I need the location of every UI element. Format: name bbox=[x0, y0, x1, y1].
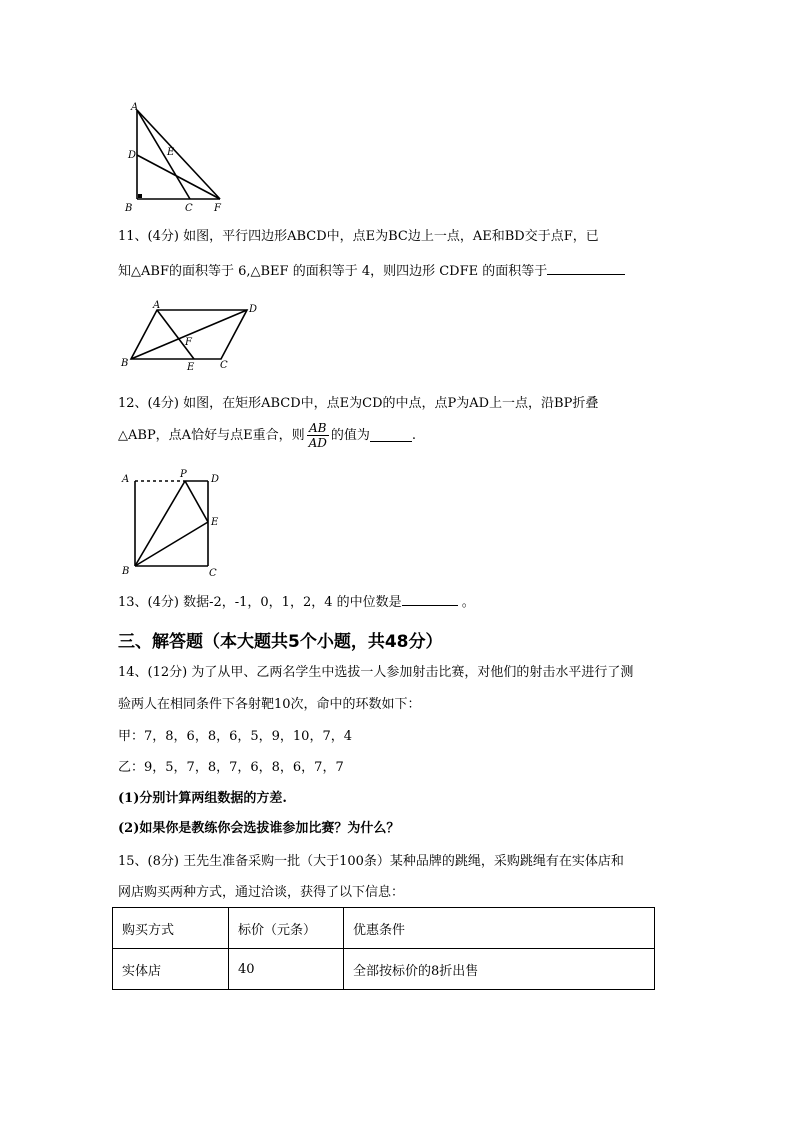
label-e: E bbox=[187, 362, 195, 373]
q11-line1: 11、(4分) 如图，平行四边形ABCD中，点E为BC边上一点，AE和BD交于点F，已 bbox=[118, 229, 599, 244]
triangle-figure-q10 bbox=[110, 100, 235, 215]
q14-jia-data: 甲：7，8，6，8，6，5，9，10，7，4 bbox=[118, 729, 352, 744]
label-e: E bbox=[211, 517, 219, 528]
table-cell: 40 bbox=[229, 949, 344, 990]
label-c: C bbox=[185, 203, 193, 214]
section-title: 三、解答题（本大题共5个小题，共48分） bbox=[118, 632, 443, 652]
q14-line2: 验两人在相同条件下各射靶10次，命中的环数如下： bbox=[118, 697, 421, 712]
label-d: D bbox=[128, 150, 137, 161]
q12-line1: 12、(4分) 如图，在矩形ABCD中，点E为CD的中点，点P为AD上一点，沿BP折叠 bbox=[118, 396, 599, 411]
q14-sub2: (2)如果你是教练你会选拔谁参加比赛？为什么？ bbox=[118, 821, 400, 836]
table-header-cell: 优惠条件 bbox=[344, 908, 655, 949]
label-a: A bbox=[122, 474, 130, 485]
q14-sub1: (1)分别计算两组数据的方差. bbox=[118, 791, 287, 806]
q13-line bbox=[118, 593, 475, 609]
label-b: B bbox=[125, 203, 133, 214]
q13-answer-blank[interactable] bbox=[402, 593, 458, 606]
purchase-info-table bbox=[112, 907, 655, 990]
label-c: C bbox=[220, 360, 228, 371]
q12-answer-blank[interactable] bbox=[370, 429, 412, 442]
label-e: E bbox=[167, 147, 175, 158]
q15-line1: 15、(8分) 王先生准备采购一批（大于100条）某种品牌的跳绳，采购跳绳有在实体店和 bbox=[118, 854, 624, 869]
label-f: F bbox=[214, 203, 221, 214]
parallelogram-figure-q11 bbox=[115, 296, 265, 376]
label-d: D bbox=[249, 304, 258, 315]
label-f: F bbox=[185, 337, 192, 348]
q12-line2-tail: 的值为 bbox=[330, 428, 370, 443]
q15-line2: 网店购买两种方式，通过洽谈，获得了以下信息： bbox=[118, 885, 405, 900]
rectangle-fold-figure-q12 bbox=[115, 466, 230, 580]
q12-fraction bbox=[307, 421, 329, 450]
label-b: B bbox=[122, 566, 130, 577]
table-header-cell: 购买方式 bbox=[113, 908, 229, 949]
label-c: C bbox=[209, 568, 217, 579]
label-a: A bbox=[153, 300, 161, 311]
label-b: B bbox=[121, 358, 129, 369]
q13-end: 。 bbox=[457, 595, 475, 610]
q11-answer-blank[interactable] bbox=[547, 262, 625, 275]
q11-line2-text: 知△ABF的面积等于 6,△BEF 的面积等于 4，则四边形 CDFE 的面积等于 bbox=[118, 264, 548, 279]
q14-yi-data: 乙：9，5，7，8，7，6，8，6，7，7 bbox=[118, 760, 344, 775]
q12-line2 bbox=[118, 421, 416, 450]
q14-line1: 14、(12分) 为了从甲、乙两名学生中选拔一人参加射击比赛，对他们的射击水平进行了测 bbox=[118, 665, 634, 680]
table-cell: 实体店 bbox=[113, 949, 229, 990]
fraction-denominator: AD bbox=[308, 436, 327, 450]
label-p: P bbox=[180, 469, 187, 480]
fraction-numerator: AB bbox=[307, 421, 329, 436]
table-header-cell: 标价（元条） bbox=[229, 908, 344, 949]
q11-line2 bbox=[118, 262, 625, 278]
q13-text: 13、(4分) 数据-2，-1，0，1，2，4 的中位数是 bbox=[118, 595, 402, 610]
table-row bbox=[113, 949, 655, 990]
q12-line2-text: △ABP，点A恰好与点E重合，则 bbox=[118, 428, 305, 443]
label-d: D bbox=[211, 474, 220, 485]
q12-line2-end: . bbox=[411, 428, 417, 443]
table-header-row bbox=[113, 908, 655, 949]
label-a: A bbox=[131, 102, 139, 113]
table-cell: 全部按标价的8折出售 bbox=[344, 949, 655, 990]
